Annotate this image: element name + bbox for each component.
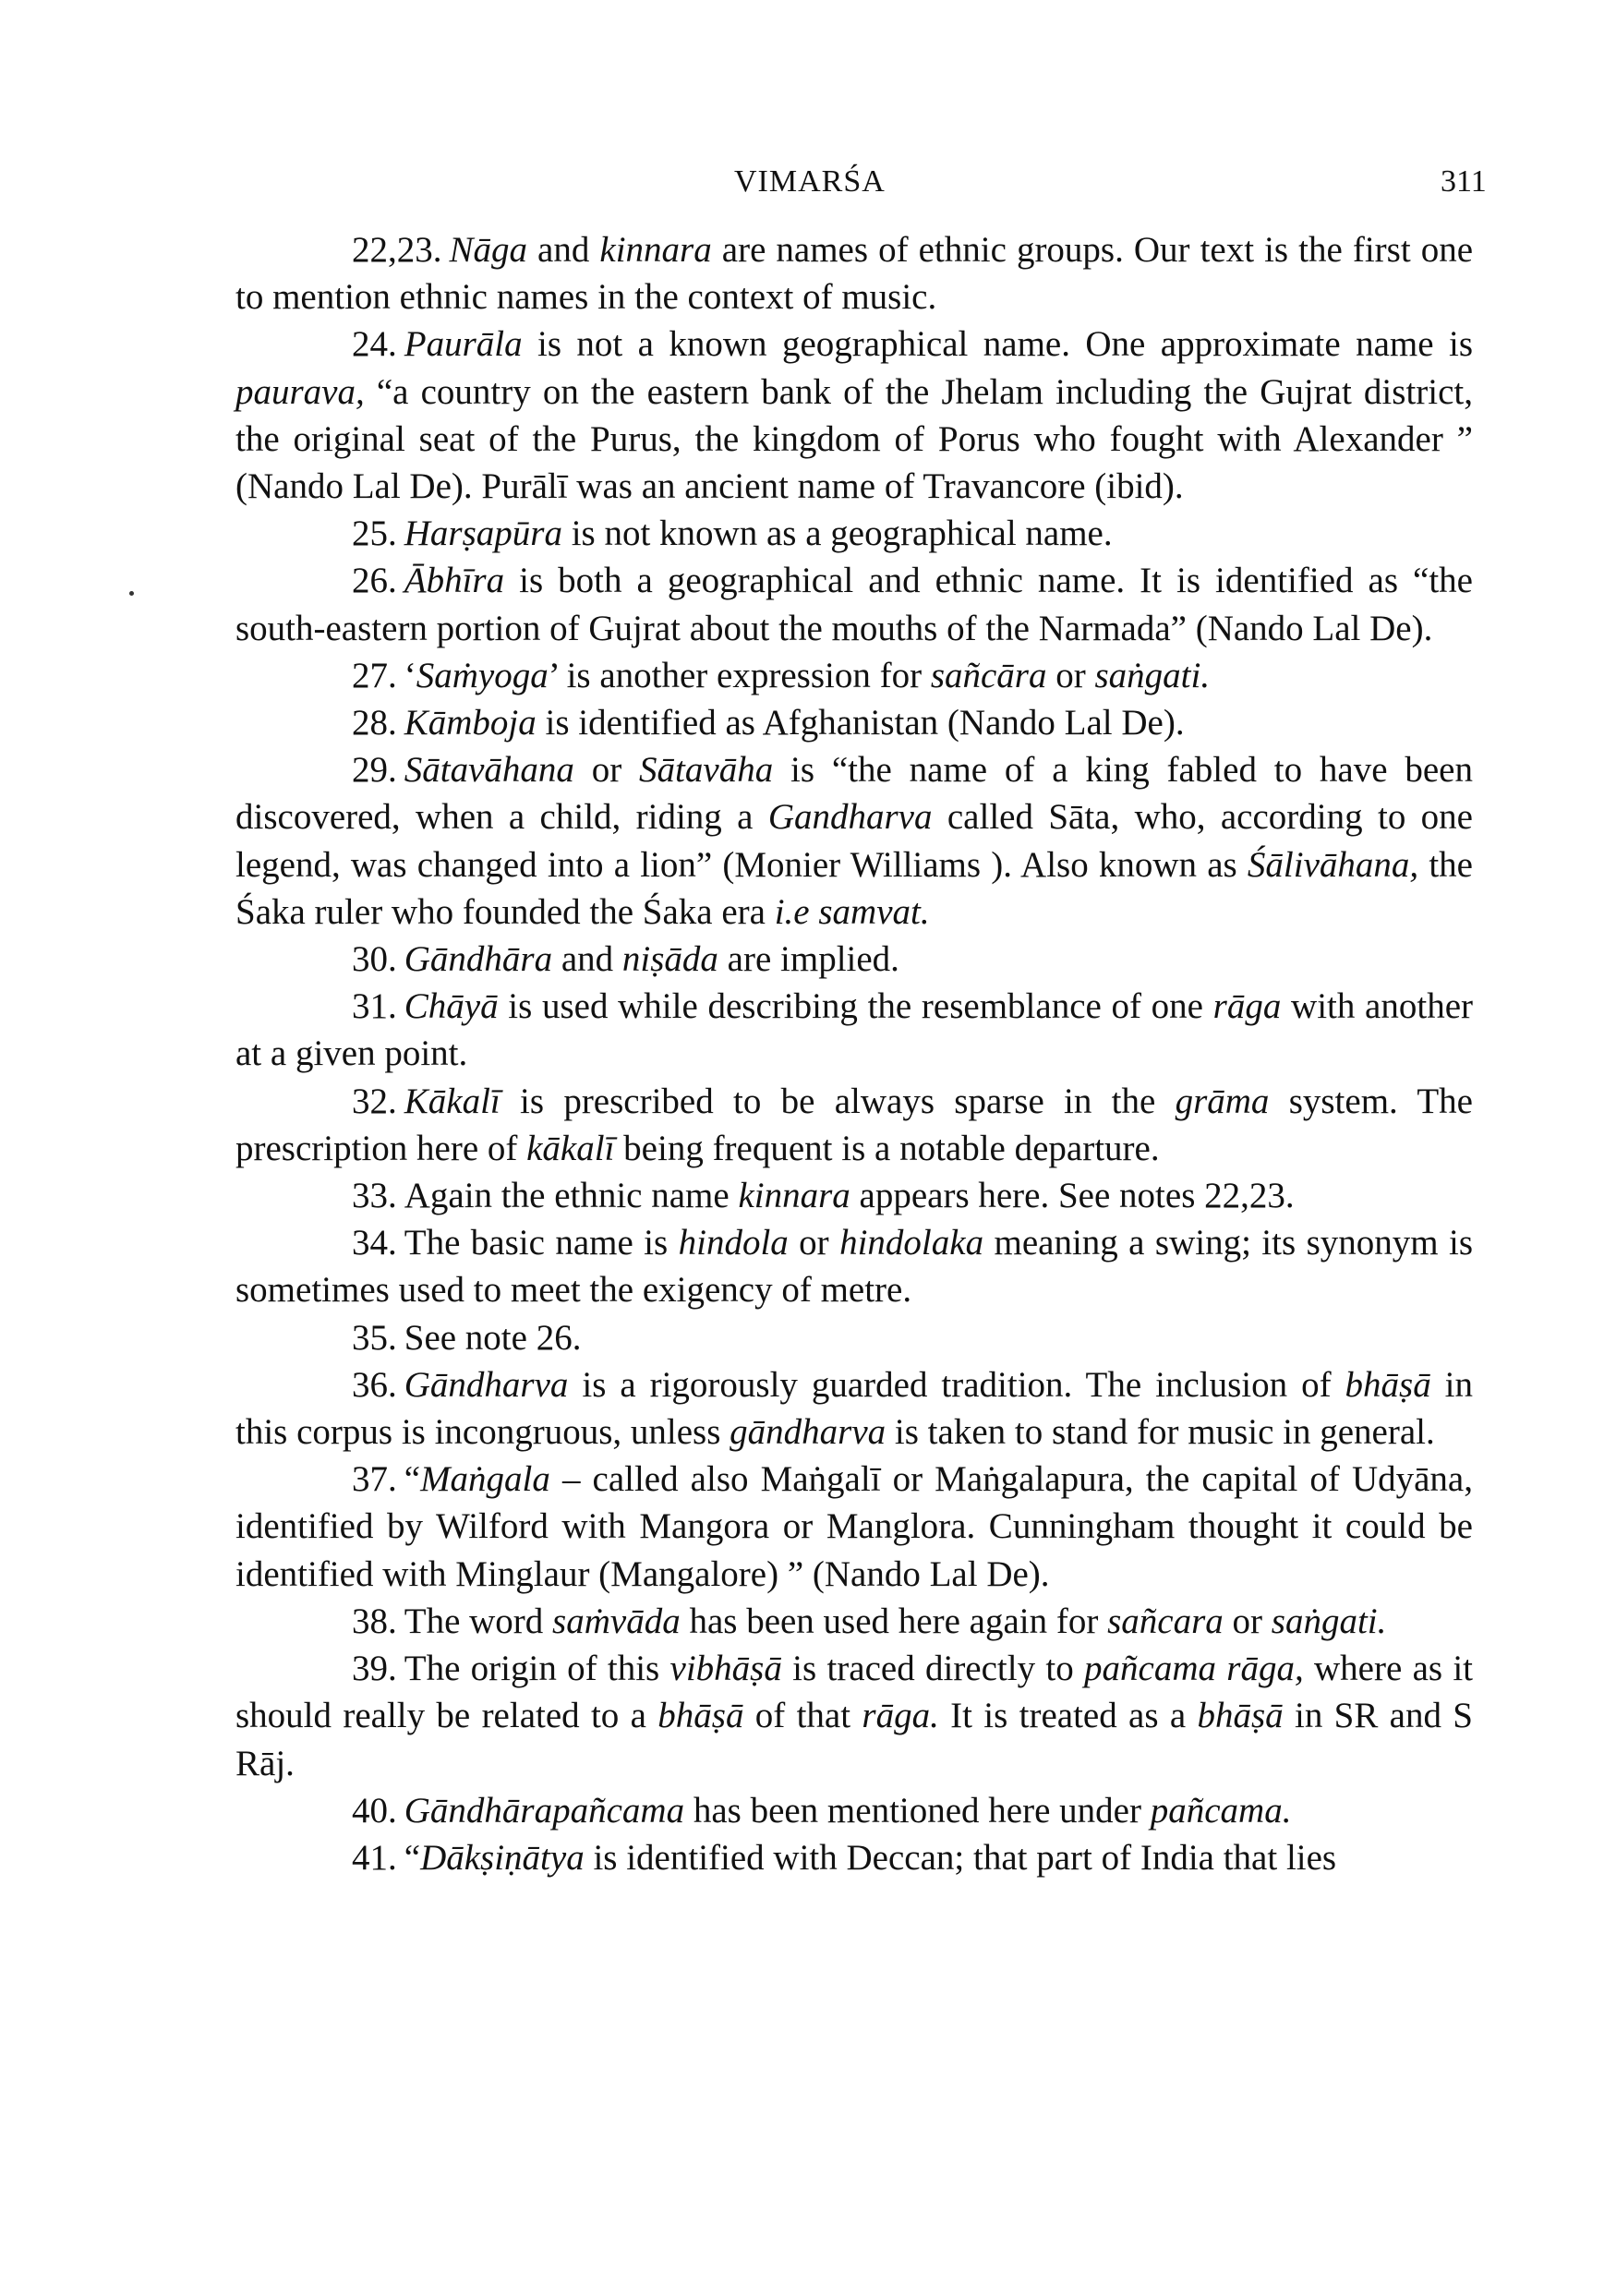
italic-term: bhāṣā [657, 1696, 744, 1736]
note-1 [235, 320, 1473, 510]
note-0 [235, 226, 1473, 320]
italic-term: pañcama rāga, [1084, 1649, 1304, 1689]
note-text: “ [404, 1837, 421, 1878]
note-text: ‘ [404, 655, 416, 695]
italic-term: rāga [1212, 986, 1282, 1027]
italic-term: kinnara [738, 1176, 850, 1216]
italic-term: Śālivāhana, [1247, 844, 1419, 885]
note-6 [235, 746, 1473, 936]
italic-term: Kāmboja [404, 703, 537, 743]
italic-term: paurava, [235, 371, 365, 412]
italic-term: Nāga [449, 230, 528, 270]
note-text: is used while describing the resemblance of one [498, 986, 1213, 1027]
note-number: 30. [352, 939, 397, 980]
note-text: The origin of this [404, 1649, 670, 1689]
italic-term: bhāṣā [1345, 1364, 1431, 1405]
note-number: 32. [352, 1081, 397, 1121]
italic-term: Kākalī [404, 1081, 500, 1121]
italic-term: saṁvāda [552, 1601, 681, 1641]
note-text: or [788, 1223, 840, 1263]
note-text: or [573, 750, 640, 791]
note-text: is a rigorously guarded tradition. The inclusion of [568, 1364, 1345, 1405]
note-number: 33. [352, 1176, 397, 1216]
note-4 [235, 652, 1473, 699]
note-17 [235, 1787, 1473, 1834]
italic-term: Maṅgala [420, 1459, 550, 1500]
page-header [0, 164, 1604, 211]
note-text: and [527, 230, 600, 270]
italic-term: Sātavāha [639, 750, 774, 791]
note-text: is prescribed to be always sparse in the [500, 1081, 1176, 1121]
note-number: 41. [352, 1837, 397, 1878]
note-text: in this corpus is incongruous, unless [235, 1364, 1473, 1453]
note-number: 27. [352, 655, 397, 695]
note-11 [235, 1219, 1473, 1313]
note-text: is identified with Deccan; that part of India that lies [584, 1837, 1337, 1878]
page-number: 311 [1441, 164, 1487, 199]
italic-term: Gāndharva [404, 1364, 569, 1405]
note-text: where as it should really be related to a [235, 1649, 1474, 1736]
italic-term: grāma [1175, 1081, 1270, 1121]
running-head: VIMARŚA [734, 164, 886, 199]
note-text: with another at a given point. [235, 986, 1474, 1074]
note-text: or [1223, 1601, 1272, 1641]
note-text: is taken to stand for music in general. [886, 1412, 1435, 1453]
note-text: is identified as Afghanistan (Nando Lal De). [536, 703, 1185, 743]
note-text: meaning a swing; its synonym is sometimes used to meet the exigency of metre. [235, 1223, 1473, 1311]
italic-term: Gandharva [767, 797, 933, 838]
italic-term: Harṣapūra [404, 514, 562, 554]
italic-term: pañcama. [1150, 1790, 1292, 1831]
note-text: is “the name of a king fabled to have been discovered, when a child, riding a [235, 750, 1473, 838]
note-number: 24. [352, 324, 397, 365]
italic-term: sañcara [1107, 1601, 1224, 1641]
note-text: and [552, 939, 622, 980]
note-text: is traced directly to [781, 1649, 1085, 1689]
note-15 [235, 1598, 1473, 1645]
italic-term: sañcāra [930, 655, 1047, 695]
italic-term: hindolaka [839, 1223, 984, 1263]
note-number: 40. [352, 1790, 397, 1831]
note-text: “ [404, 1459, 421, 1500]
note-text: are implied. [718, 939, 899, 980]
note-number: 28. [352, 703, 397, 743]
italic-term: i.e samvat. [774, 891, 930, 932]
note-text: The word [404, 1601, 553, 1641]
italic-term: kinnara [599, 230, 712, 270]
note-3 [235, 557, 1473, 651]
italic-term: Paurāla [404, 324, 523, 365]
italic-term: rāga. [862, 1696, 939, 1736]
italic-term: Dākṣiṇātya [420, 1837, 585, 1878]
note-number: 39. [352, 1649, 397, 1689]
note-2 [235, 510, 1473, 557]
italic-term: niṣāda [621, 939, 718, 980]
note-text: is not known as a geographical name. [561, 514, 1113, 554]
note-14 [235, 1456, 1473, 1598]
note-number: 26. [352, 561, 397, 601]
italic-term: bhāṣā [1197, 1696, 1284, 1736]
italic-term: hindola [678, 1223, 789, 1263]
note-text: The basic name is [404, 1223, 679, 1263]
note-16 [235, 1645, 1473, 1787]
note-text: is both a geographical and ethnic name. It is identified as “the south-eastern portion of Gujrat about the mouths of the Narmada” (Nando Lal De). [235, 561, 1473, 648]
note-number: 36. [352, 1364, 397, 1405]
note-text: “a country on the eastern bank of the Jhelam including the Gujrat district, the original seat of the Purus, the kingdom of Porus who fought with Alexander ” (Nando Lal De). Purālī was an ancient name of Travancore (ibid). [235, 371, 1473, 507]
note-8 [235, 983, 1473, 1077]
note-10 [235, 1172, 1473, 1219]
note-text: or [1046, 655, 1095, 695]
note-number: 25. [352, 514, 397, 554]
note-number: 22,23. [352, 230, 442, 270]
italic-term: Chāyā [404, 986, 499, 1027]
note-12 [235, 1314, 1473, 1361]
note-text: is not a known geographical name. One approximate name is [522, 324, 1473, 365]
note-5 [235, 699, 1473, 746]
note-text: – called also Maṅgalī or Maṅgalapura, the capital of Udyāna, identified by Wilford with Mangora or Manglora. Cunningham thought it could be identified with Minglaur (Mangalore) ” (Nando Lal De). [235, 1459, 1473, 1594]
italic-term: saṅgati. [1271, 1601, 1387, 1641]
italic-term: saṅgati. [1094, 655, 1211, 695]
note-text: system. The prescription here of [235, 1081, 1473, 1168]
italic-term: Sātavāhana [404, 750, 574, 791]
note-text: has been used here again for [680, 1601, 1108, 1641]
note-13 [235, 1361, 1473, 1456]
note-number: 37. [352, 1459, 397, 1500]
note-number: 31. [352, 986, 397, 1027]
note-text: called Sāta, who, according to one legend, was changed into a lion” (Monier Williams ). Also known as [235, 797, 1473, 885]
italic-term: gāndharva [730, 1412, 886, 1453]
italic-term: Gāndhārapañcama [404, 1790, 685, 1831]
note-text: of that [743, 1696, 862, 1736]
note-text: has been mentioned here under [684, 1790, 1151, 1831]
italic-term: kākalī [526, 1128, 615, 1168]
notes-body [235, 226, 1473, 1881]
note-text: the Śaka ruler who founded the Śaka era [235, 844, 1473, 932]
stray-mark [129, 591, 134, 596]
note-text: being frequent is a notable departure. [614, 1128, 1160, 1168]
note-number: 29. [352, 750, 397, 791]
note-text: in SR and S Rāj. [235, 1696, 1473, 1783]
note-7 [235, 936, 1473, 983]
note-number: 35. [352, 1317, 397, 1358]
note-number: 34. [352, 1223, 397, 1263]
italic-term: Ābhīra [404, 561, 505, 601]
note-text: See note 26. [404, 1317, 582, 1358]
note-18 [235, 1834, 1473, 1881]
note-text: Again the ethnic name [404, 1176, 739, 1216]
note-text: appears here. See notes 22,23. [850, 1176, 1295, 1216]
note-9 [235, 1078, 1473, 1172]
note-text: It is treated as a [938, 1696, 1198, 1736]
italic-term: Gāndhāra [404, 939, 553, 980]
note-number: 38. [352, 1601, 397, 1641]
italic-term: Saṁyoga [416, 655, 549, 695]
note-text: are names of ethnic groups. Our text is the first one to mention ethnic names in the context of music. [235, 230, 1474, 318]
note-text: ’ is another expression for [548, 655, 931, 695]
italic-term: vibhāṣā [669, 1649, 782, 1689]
